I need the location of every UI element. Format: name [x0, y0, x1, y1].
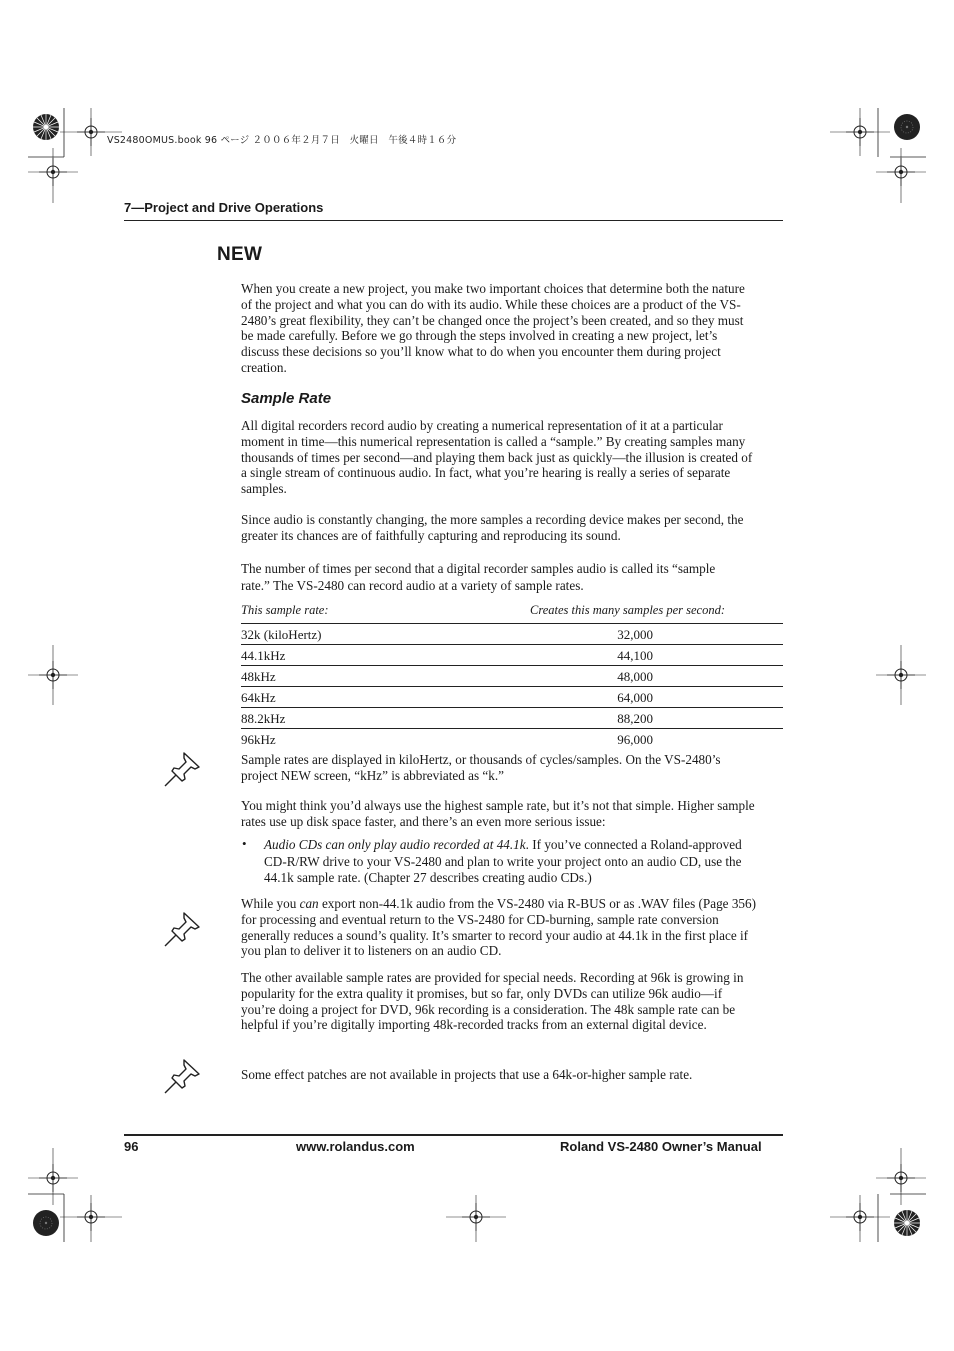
registration-crosshair-icon	[887, 158, 915, 186]
bullet-text: . If you’ve connected a Roland-approved CD-R/RW drive to your VS-2480 and plan to write your project onto an audio CD, use the 44.1k sample rate. (Chapter 27 describes creating audio CDs.)	[264, 837, 742, 886]
sample-rate-paragraph-1: All digital recorders record audio by creating a numerical representation of it at a particular moment in time—this numerical representation is called a “sample.” By creating samples many thousands of times per second—and playing them back just as quickly—the illusion is created of a single stream of continuous audio. In fact, what you’re hearing is really a series of separate samples.	[241, 418, 753, 497]
page-number: 96	[124, 1139, 139, 1154]
registration-crosshair-icon	[846, 118, 874, 146]
table-row	[241, 665, 783, 687]
registration-crosshair-icon	[77, 118, 105, 146]
registration-dot-icon	[894, 114, 920, 140]
section-title: NEW	[217, 244, 263, 265]
registration-crosshair-icon	[39, 661, 67, 689]
note-export-text: export non-44.1k audio from the VS-2480 via R-BUS or as .WAV files (Page 356) for processing and eventual return to the VS-2480 for CD-burning, sample rate conversion generally reduces a sound’s quality. It’s smarter to record your audio at 44.1k in the first place if you plan to deliver it to listeners on an audio CD.	[241, 896, 756, 959]
note-kilohertz: Sample rates are displayed in kiloHertz, or thousands of cycles/samples. On the VS-2480’s project NEW screen, “kHz” is abbreviated as “k.”	[241, 752, 721, 783]
table-cell-samples: 44,100	[617, 648, 653, 663]
table-header-rate: This sample rate:	[241, 603, 329, 617]
registration-crosshair-icon	[462, 1203, 490, 1231]
registration-dot-icon	[33, 1210, 59, 1236]
table-cell-rate: 32k (kiloHertz)	[241, 627, 322, 642]
registration-crosshair-icon	[846, 1203, 874, 1231]
bullet-emphasis: Audio CDs can only play audio recorded at 44.1k	[264, 837, 526, 852]
table-cell-samples: 96,000	[617, 732, 653, 747]
table-row	[241, 707, 783, 729]
print-info-slug: VS2480OMUS.book 96 ページ ２００６年２月７日 火曜日 午後４時１６分	[107, 135, 457, 146]
table-row	[241, 686, 783, 708]
registration-crosshair-icon	[39, 158, 67, 186]
table-cell-rate: 48kHz	[241, 669, 276, 684]
table-cell-samples: 64,000	[617, 690, 653, 705]
table-header-samples: Creates this many samples per second:	[530, 603, 725, 617]
other-rates-paragraph: The other available sample rates are provided for special needs. Recording at 96k is growing in popularity for the extra quality it promises, but so far, only DVDs can utilize 96k audio—if you’re doing a project for DVD, 96k recording is a consideration. The 48k sample rate can be helpful if you’re digitally importing 48k-recorded tracks from an external digital device.	[241, 970, 744, 1033]
registration-starburst-icon	[33, 114, 59, 140]
registration-crosshair-icon	[39, 1164, 67, 1192]
table-cell-samples: 48,000	[617, 669, 653, 684]
header-rule	[124, 220, 783, 221]
registration-crosshair-icon	[887, 1164, 915, 1192]
table-cell-rate: 64kHz	[241, 690, 276, 705]
highest-rate-paragraph: You might think you’d always use the highest sample rate, but it’s not that simple. Higher sample rates use up disk space faster, and there’s an even more serious issue:	[241, 798, 755, 829]
sample-rate-paragraph-2: Since audio is constantly changing, the more samples a recording device makes per second, the greater its chances are of faithfully capturing and reproducing its sound.	[241, 512, 744, 543]
pushpin-note-icon	[162, 750, 202, 790]
bullet-marker: •	[242, 836, 247, 851]
table-cell-rate: 88.2kHz	[241, 711, 286, 726]
table-row	[241, 623, 783, 645]
registration-crosshair-icon	[77, 1203, 105, 1231]
table-cell-samples: 88,200	[617, 711, 653, 726]
registration-crosshair-icon	[887, 661, 915, 689]
table-cell-samples: 32,000	[617, 627, 653, 642]
table-row	[241, 728, 783, 750]
bullet-audio-cd	[264, 837, 754, 887]
table-row	[241, 644, 783, 666]
note-export-text: While you	[241, 896, 300, 911]
footer-rule	[124, 1134, 783, 1136]
intro-paragraph: When you create a new project, you make two important choices that determine both the nature of the project and what you can do with its audio. While these choices are a product of the VS-2480’s great flexibility, they can’t be changed once the project’s been created, and so they must be made carefully. Before we go through the steps involved in creating a new project, let’s discuss these decisions so you’ll know what to do when you encounter them during project creation.	[241, 281, 745, 375]
pushpin-note-icon	[162, 1057, 202, 1097]
table-cell-rate: 96kHz	[241, 732, 276, 747]
note-export-emphasis: can	[299, 896, 319, 911]
footer-manual-title: Roland VS-2480 Owner’s Manual	[560, 1139, 762, 1154]
footer-url: www.rolandus.com	[296, 1139, 415, 1154]
subsection-title: Sample Rate	[241, 390, 332, 407]
note-effect-patches: Some effect patches are not available in projects that use a 64k-or-higher sample rate.	[241, 1067, 693, 1082]
table-cell-rate: 44.1kHz	[241, 648, 286, 663]
pushpin-note-icon	[162, 910, 202, 950]
registration-starburst-icon	[894, 1210, 920, 1236]
running-head: 7—Project and Drive Operations	[124, 200, 324, 215]
sample-rate-paragraph-3: The number of times per second that a digital recorder samples audio is called its “sample rate.” The VS-2480 can record audio at a variety of sample rates.	[241, 561, 716, 593]
note-export	[241, 896, 757, 959]
